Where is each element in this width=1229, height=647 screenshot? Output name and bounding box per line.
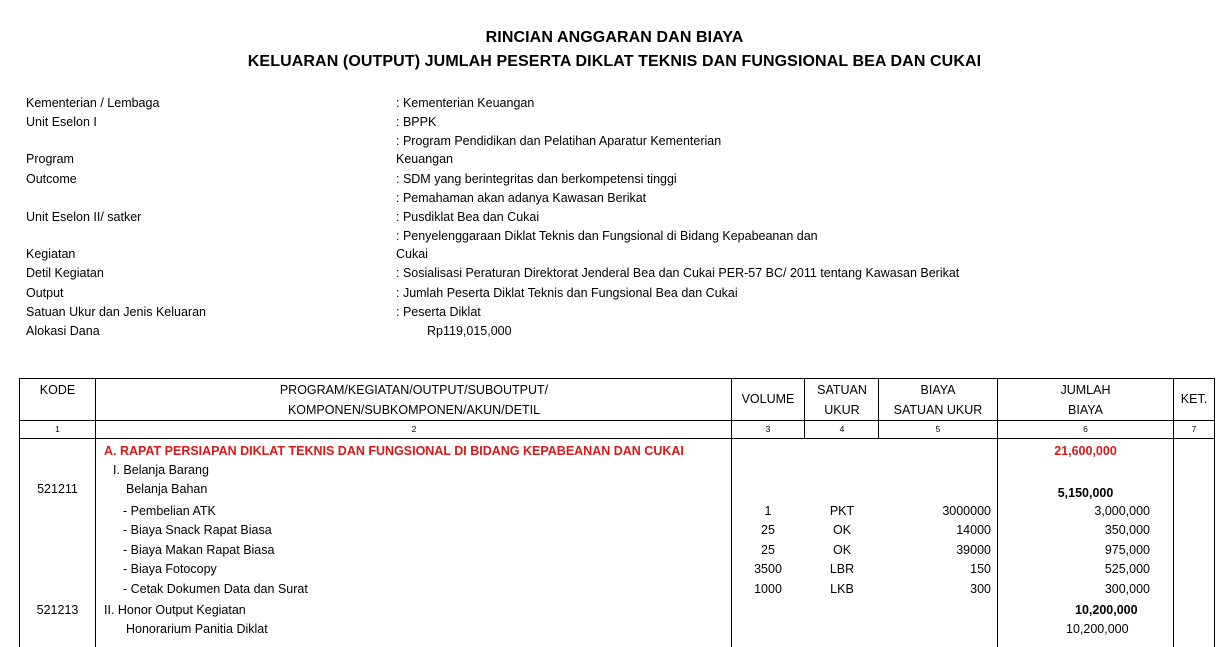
header-kode: KODE [39, 383, 76, 397]
row-satuan: LBR [829, 562, 855, 576]
colnum-6: 6 [1083, 424, 1088, 434]
colnum-1: 1 [55, 424, 60, 434]
info-label: Output [26, 286, 64, 300]
row-satuan: PKT [829, 504, 855, 518]
colnum-7: 7 [1191, 424, 1197, 434]
info-value: : BPPK [396, 115, 437, 129]
header-jumlah-line2: BIAYA [1068, 403, 1103, 417]
header-volume: VOLUME [741, 392, 795, 406]
info-value: Keuangan [396, 152, 454, 166]
row-description: - Biaya Fotocopy [123, 562, 217, 576]
row-jumlah: 975,000 [1104, 543, 1150, 557]
colnum-2: 2 [411, 424, 417, 434]
info-label: Satuan Ukur dan Jenis Keluaran [26, 305, 206, 319]
row-jumlah: 3,000,000 [1094, 504, 1150, 518]
info-value: : Sosialisasi Peraturan Direktorat Jenderal Bea dan Cukai PER-57 BC/ 2011 tentang Kawasan Berikat [396, 266, 960, 280]
info-value: Cukai [396, 247, 428, 261]
row-biaya: 39000 [956, 543, 991, 557]
row-jumlah: 21,600,000 [1054, 444, 1117, 458]
row-biaya: 14000 [956, 523, 991, 537]
row-description: II. Honor Output Kegiatan [104, 603, 246, 617]
info-label: Detil Kegiatan [26, 266, 104, 280]
row-satuan: OK [832, 543, 852, 557]
row-jumlah: 350,000 [1104, 523, 1150, 537]
document-title: RINCIAN ANGGARAN DAN BIAYA [485, 29, 744, 46]
info-value: : Penyelenggaraan Diklat Teknis dan Fungsional di Bidang Kepabeanan dan [396, 229, 818, 243]
colnum-3: 3 [765, 424, 771, 434]
row-volume: 1000 [754, 582, 782, 596]
document-subtitle: KELUARAN (OUTPUT) JUMLAH PESERTA DIKLAT TEKNIS DAN FUNGSIONAL BEA DAN CUKAI [247, 53, 982, 70]
header-satuan-line1: SATUAN [817, 383, 867, 397]
info-value: : Jumlah Peserta Diklat Teknis dan Fungsional Bea dan Cukai [396, 286, 738, 300]
row-description: Belanja Bahan [126, 482, 208, 496]
header-program-line2: KOMPONEN/SUBKOMPONEN/AKUN/DETIL [287, 403, 541, 417]
info-label: Kegiatan [26, 247, 76, 261]
row-jumlah: 5,150,000 [1057, 486, 1114, 500]
info-value: : Pemahaman akan adanya Kawasan Berikat [396, 191, 647, 205]
info-value: : Kementerian Keuangan [396, 96, 535, 110]
row-satuan: LKB [830, 582, 854, 596]
row-satuan: OK [832, 523, 852, 537]
info-value: : SDM yang berintegritas dan berkompetensi tinggi [396, 172, 677, 186]
row-volume: 3500 [754, 562, 782, 576]
row-description: Honorarium Panitia Diklat [126, 622, 268, 636]
info-label: Unit Eselon II/ satker [26, 210, 142, 224]
header-biaya-line1: BIAYA [920, 383, 956, 397]
alokasi-dana-value: Rp119,015,000 [427, 324, 512, 338]
row-kode: 521211 [37, 482, 78, 496]
info-label: Alokasi Dana [26, 324, 100, 338]
info-value: : Program Pendidikan dan Pelatihan Aparatur Kementerian [396, 134, 722, 148]
row-jumlah: 10,200,000 [1075, 603, 1138, 617]
row-biaya: 150 [970, 562, 991, 576]
colnum-5: 5 [935, 424, 941, 434]
row-jumlah: 300,000 [1104, 582, 1150, 596]
info-label: Unit Eselon I [26, 115, 97, 129]
row-volume: 1 [764, 504, 772, 518]
row-volume: 25 [761, 543, 775, 557]
row-description: A. RAPAT PERSIAPAN DIKLAT TEKNIS DAN FUNGSIONAL DI BIDANG KEPABEANAN DAN CUKAI [104, 444, 684, 458]
row-biaya: 300 [970, 582, 991, 596]
row-jumlah: 10,200,000 [1066, 622, 1129, 636]
info-label: Program [26, 152, 74, 166]
row-biaya: 3000000 [942, 504, 991, 518]
info-label: Outcome [26, 172, 77, 186]
info-label: Kementerian / Lembaga [26, 96, 160, 110]
row-description: - Pembelian ATK [123, 504, 216, 518]
row-kode: 521213 [36, 603, 79, 617]
header-satuan-line2: UKUR [824, 403, 860, 417]
colnum-4: 4 [839, 424, 845, 434]
header-program-line1: PROGRAM/KEGIATAN/OUTPUT/SUBOUTPUT/ [279, 383, 549, 397]
row-description: - Cetak Dokumen Data dan Surat [123, 582, 308, 596]
info-value: : Pusdiklat Bea dan Cukai [396, 210, 540, 224]
row-description: - Biaya Snack Rapat Biasa [123, 523, 272, 537]
row-jumlah: 525,000 [1104, 562, 1150, 576]
header-jumlah-line1: JUMLAH [1060, 383, 1111, 397]
row-description: - Biaya Makan Rapat Biasa [123, 543, 275, 557]
row-volume: 25 [761, 523, 775, 537]
header-biaya-line2: SATUAN UKUR [893, 403, 983, 417]
row-description: I. Belanja Barang [113, 463, 209, 477]
header-ket: KET. [1180, 392, 1208, 406]
info-value: : Peserta Diklat [396, 305, 481, 319]
